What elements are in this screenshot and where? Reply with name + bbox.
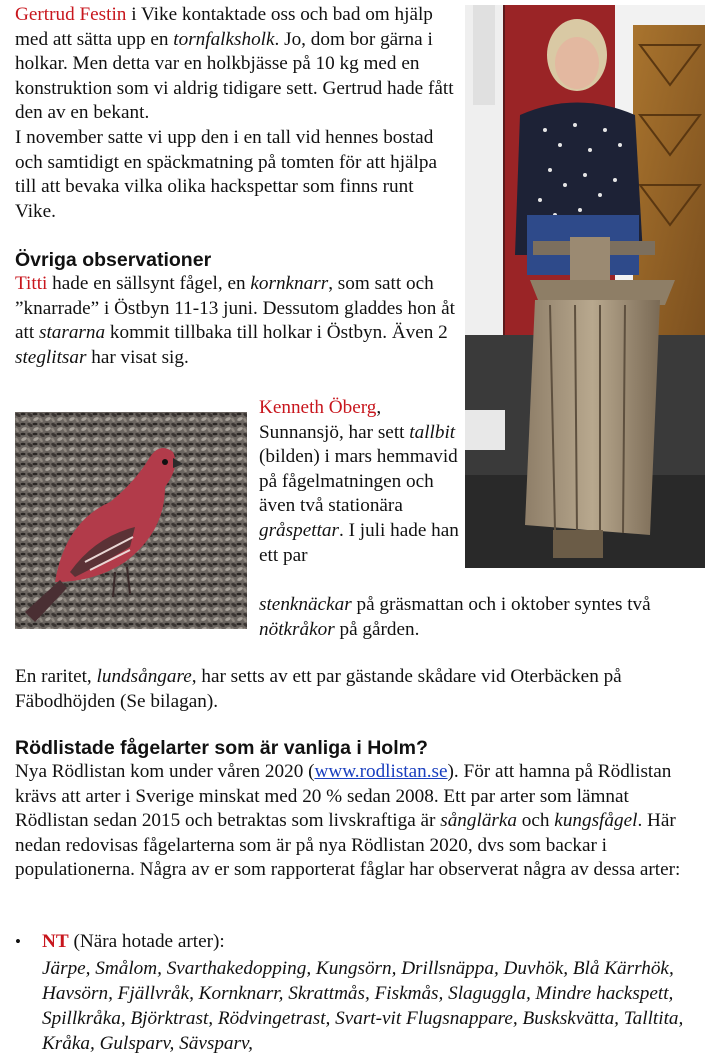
- text: på gården.: [334, 618, 420, 640]
- species-term: steglitsar: [15, 346, 87, 368]
- text: En raritet,: [15, 666, 97, 687]
- text: , Sunnansjö, har sett: [259, 397, 410, 443]
- person-name: Gertrud Festin: [15, 4, 127, 25]
- species-term: tornfalksholk: [173, 28, 275, 50]
- text: kommit tillbaka till holkar i Östbyn. Även 2: [105, 322, 448, 344]
- section-heading: Övriga observationer: [15, 249, 212, 271]
- text: , har setts av ett par gästande skådare vid Oterbäcken på Fäbodhöjden (Se bilagan).: [15, 666, 622, 712]
- text: . Jo, dom bor gärna i holkar. Men detta var en holkbjässe på 10 kg med en konstruktion som vi aldrig tidigare sett. Gertrud hade fått den av en bekant.: [15, 28, 454, 124]
- text: har visat sig.: [86, 346, 189, 368]
- section-heading: Rödlistade fågelarter som är vanliga i Holm?: [15, 737, 428, 759]
- species-term: nötkråkor: [259, 618, 335, 640]
- text: , som satt och ”knarrade” i Östbyn 11-13 juni. Dessutom gladdes hon åt att: [15, 273, 455, 344]
- nt-species-list: Järpe, Smålom, Svarthakedopping, Kungsörn, Drillsnäppa, Duvhök, Blå Kärrhök, Havsörn, Fjällvråk, Kornknarr, Skrattmås, Fiskmås, Slaguggla, Mindre hackspett, Spillkråka, Björktrast, Rödvingetrast, Svart-vit Flugsnappare, Buskskvätta, Talltita, Kråka, Gulsparv, Sävsparv,: [42, 957, 684, 1054]
- text: och: [516, 810, 555, 832]
- intro-paragraph: [15, 3, 455, 224]
- nt-list-item: [15, 930, 705, 1056]
- rodlista-section: [15, 736, 705, 883]
- rodlistan-link[interactable]: www.rodlistan.se: [314, 761, 448, 782]
- text: Nya Rödlistan kom under våren 2020 (: [15, 761, 315, 782]
- species-term: lundsångare: [96, 666, 192, 687]
- species-term: gråspettar: [259, 519, 339, 541]
- text: I november satte vi upp den i en tall vid hennes bostad och samtidigt en späckmatning på tomten för att hjälpa till att bevaka vilka olika hackspettar som finns runt Vike.: [15, 126, 438, 222]
- species-term: stenknäckar: [259, 594, 352, 615]
- photo-pine-grosbeak: [15, 412, 247, 629]
- bullet-icon: •: [15, 932, 21, 951]
- text: . I juli hade han ett par: [259, 519, 459, 566]
- text: i Vike kontaktade oss och bad om hjälp med att sätta upp en: [15, 4, 433, 50]
- kenneth-paragraph: [259, 396, 459, 568]
- species-term: stararna: [38, 322, 106, 344]
- species-term: tallbit: [409, 421, 456, 443]
- raritet-paragraph: [15, 665, 705, 714]
- nt-label: (Nära hotade arter):: [68, 931, 225, 952]
- bird-photo-graphic: [15, 412, 247, 629]
- text: ). För att hamna på Rödlistan krävs att arter i Sverige minskat med 20 % sedan 2008. Ett par arter som lämnat Rödlistan sedan 2015 och betraktas som livskraftiga är: [15, 761, 672, 832]
- nestbox-photo-graphic: [465, 5, 705, 568]
- ovriga-section: [15, 248, 455, 370]
- person-name: Kenneth Öberg: [259, 397, 377, 418]
- text: på gräsmattan och i oktober syntes två: [351, 594, 651, 615]
- person-name: Titti: [15, 273, 48, 294]
- text: . Här nedan redovisas fågelarterna som är på nya Rödlistan 2020, dvs som backar i populationerna. Några av er som rapporterat fåglar har observerat några av dessa arter:: [15, 810, 681, 881]
- nt-code: NT: [42, 931, 69, 952]
- species-term: sånglärka: [440, 810, 517, 832]
- species-term: kornknarr: [250, 273, 329, 294]
- text: hade en sällsynt fågel, en: [47, 273, 251, 294]
- text: (bilden) i mars hemmavid på fågelmatningen och även två stationära: [259, 446, 458, 517]
- species-term: kungsfågel: [554, 810, 638, 832]
- photo-woman-with-nestbox: [465, 5, 705, 568]
- kenneth-paragraph-continued: [259, 593, 709, 642]
